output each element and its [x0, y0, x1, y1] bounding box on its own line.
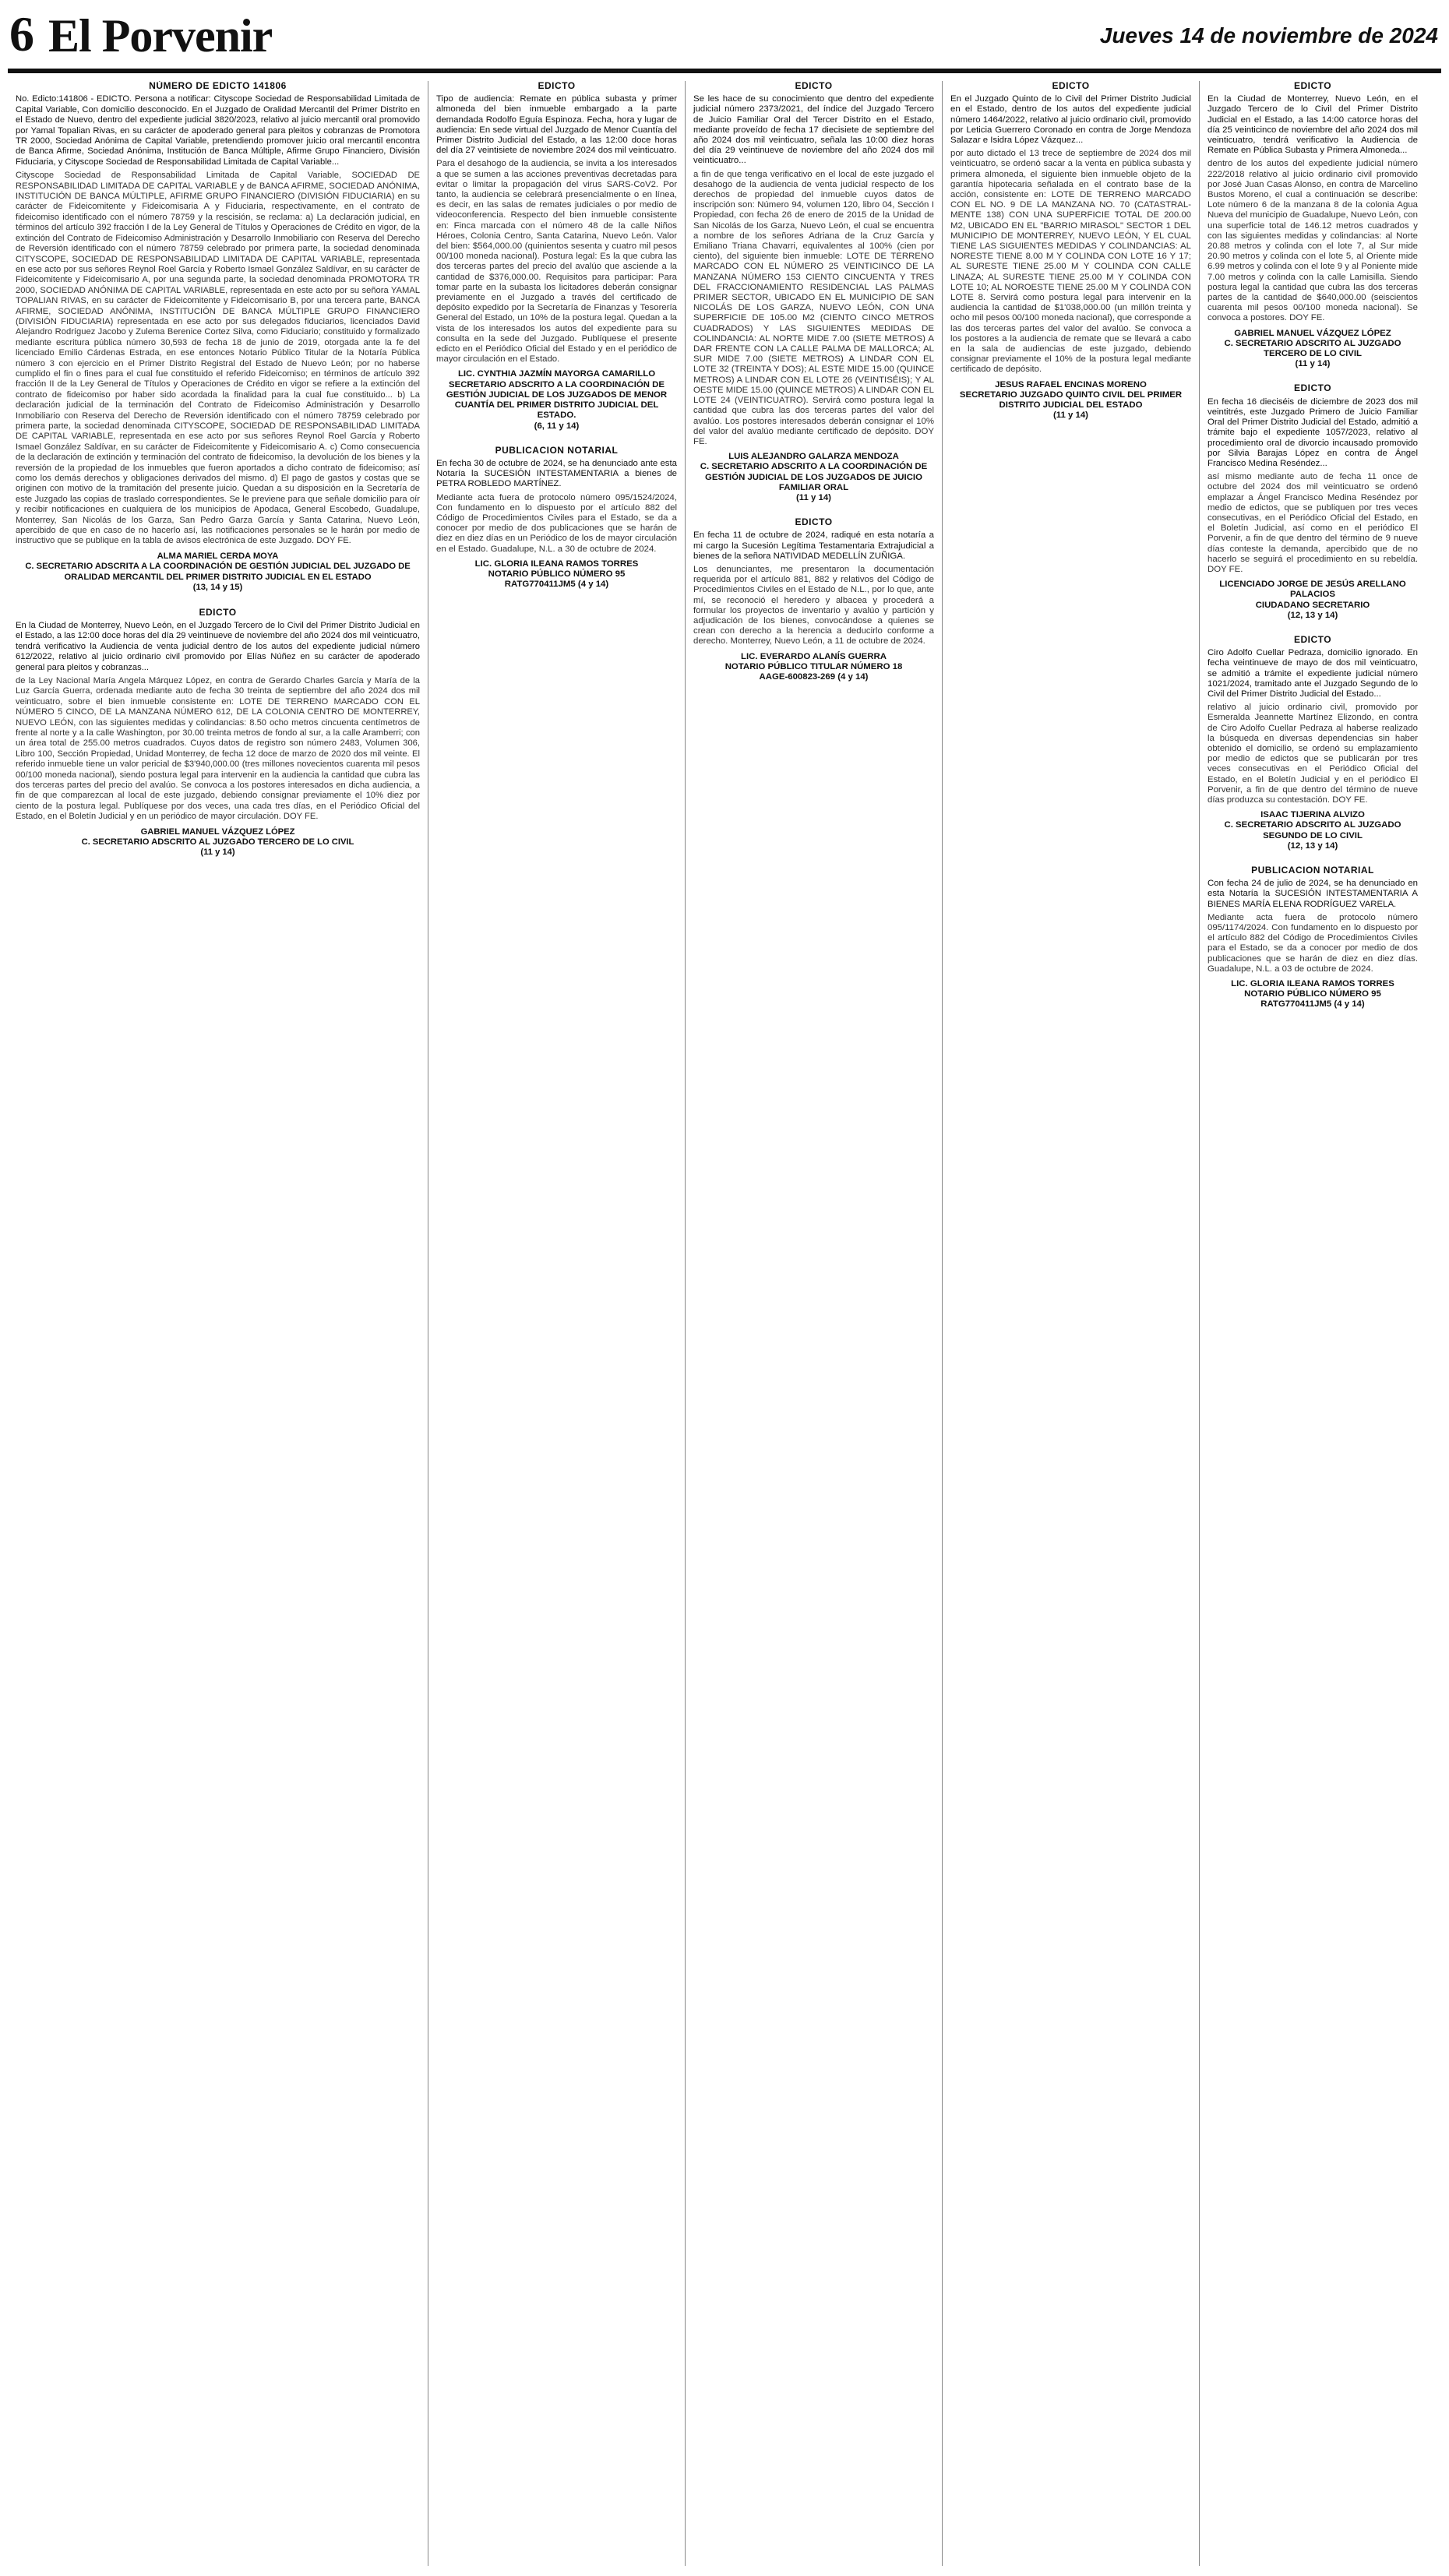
edict-title: EDICTO — [1293, 633, 1332, 645]
edict-lead: Ciro Adolfo Cuellar Pedraza, domicilio ignorado. En fecha veintinueve de mayo de dos mil veinticuatro, se admitió a trámite el expediente judicial número 1021/2024, tramitado ante el Juzgado Segundo de lo Civil del Primer Distrito Judicial del Estado... — [1208, 648, 1418, 699]
column-5 — [1200, 81, 1426, 2566]
edict-signature — [436, 369, 677, 431]
edict-lead: Con fecha 24 de julio de 2024, se ha denunciado en esta Notaría la SUCESIÓN INTESTAMENTARIA A BIENES MARÍA ELENA RODRÍGUEZ VARELA. — [1208, 879, 1418, 909]
edict-title: PUBLICACION NOTARIAL — [1251, 865, 1374, 876]
edict-body: Los denunciantes, me presentaron la documentación requerida por el artículo 881, 882 y relativos del Código de Procedimientos Civiles en el Estado de N.L., por lo que, ante mí, se reconoció el heredero y albacea y procederá a formular los proyectos de inventario y avalúo y partición y adjudicación de los bienes, convocándose a quienes se crean con derecho a la herencia a deducirlo conforme a derecho. Monterrey, Nuevo León, a 11 de octubre de 2024. — [693, 564, 934, 647]
edict-title: EDICTO — [1293, 81, 1332, 91]
edict-lead: En la Ciudad de Monterrey, Nuevo León, en el Juzgado Tercero de lo Civil del Primer Distrito Judicial en el Estado, a las 12:00 doce horas del día 29 veintinueve de noviembre del año 2024 dos mil veinticuatro, tendrá verificativo la Audiencia de venta judicial dentro de los autos del expediente judicial número 612/2022, relativo al juicio ordinario civil promovido por Elías Núñez en su carácter de apoderado general para pleitos y cobranzas... — [16, 620, 420, 672]
column-2 — [428, 81, 686, 2566]
masthead — [0, 0, 1449, 75]
edict-title: EDICTO — [199, 606, 237, 618]
signatory-name: LIC. CYNTHIA JAZMÍN MAYORGA CAMARILLO — [457, 369, 656, 379]
classifieds-columns — [8, 81, 1441, 2566]
edition-date: Jueves 14 de noviembre de 2024 — [1099, 23, 1438, 48]
edict-title: PUBLICACION NOTARIAL — [495, 444, 619, 456]
edict-notice — [1208, 635, 1418, 851]
edict-signature — [693, 652, 934, 683]
signatory-position: C. SECRETARIO ADSCRITO AL JUZGADO TERCERO DE LO CIVIL — [1224, 338, 1401, 359]
edict-lead: En fecha 30 de octubre de 2024, se ha denunciado ante esta Notaría la SUCESIÓN INTESTAMENTARIA a bienes de PETRA ROBLEDO MARTÍNEZ. — [436, 458, 677, 489]
edict-body: de la Ley Nacional María Angela Márquez López, en contra de Gerardo Charles García y María de la Luz García Guerra, ordenada mediante auto de fecha 30 treinta de septiembre del año 2024 dos mil veinticuatro, sobre el bien inmueble consistente en: LOTE DE TERRENO MARCADO CON EL NÚMERO 5 CINCO, DE LA MANZANA NÚMERO 612, DE LA COLONIA CENTRO DE MONTERREY, NUEVO LEÓN, con las siguientes medidas y colindancias: 8.50 ocho metros cincuenta centímetros de frente al norte y a la calle Washington, por 30.00 treinta metros de fondo al sur, a la calle Aramberri; con un área total de 255.00 metros cuadrados. Cuyos datos de registro son número 2483, Volumen 306, Libro 100, Sección Propiedad, Unidad Monterrey, de fecha 12 doce de marzo de 2020 dos mil veinte. El referido inmueble tiene un valor pericial de $3'940,000.00 (tres millones novecientos cuarenta mil pesos 00/100 moneda nacional), siendo postura legal para intervenir en la audiencia la cantidad que cubra las dos terceras partes del precio del avalúo. Se convoca a los postores interesados en dicha audiencia, a fin de que comparezcan al local de este juzgado, debiendo consignar previamente el 10% diez por ciento de la postura legal. Publíquese por dos veces, una cada tres días, en el Periódico Oficial del Estado, en el Boletín Judicial y en un periódico de mayor circulación. DOY FE. — [16, 675, 420, 822]
signatory-position: CIUDADANO SECRETARIO — [1255, 600, 1370, 610]
edict-title: EDICTO — [538, 81, 576, 91]
edict-signature — [950, 380, 1191, 421]
signatory-position: NOTARIO PÚBLICO NÚMERO 95 — [1244, 989, 1381, 999]
column-3 — [686, 81, 943, 2566]
masthead-rule — [8, 69, 1441, 73]
signatory-position: NOTARIO PÚBLICO NÚMERO 95 — [488, 569, 626, 579]
edict-signature — [16, 551, 420, 594]
edict-body: relativo al juicio ordinario civil, promovido por Esmeralda Jeannette Martínez Elizondo, en contra de Ciro Adolfo Cuellar Pedraza al haberse realizado la búsqueda en diversas dependencias sin haber obtenido el domicilio, se ordenó su emplazamiento por medio de edictos que se publicarán por tres veces consecutivas en el Periódico Oficial del Estado, en el Boletín Judicial y en el periódico El Porvenir, a fin de que dentro del término de nueve días produzca su contestación. DOY FE. — [1208, 703, 1418, 805]
edict-notice — [436, 446, 677, 590]
edict-body: a fin de que tenga verificativo en el local de este juzgado el desahogo de la audiencia de venta judicial respecto de los derechos de propiedad del inmueble cuyos datos de inscripción son: Número 94, volumen 120, libro 04, Sección I Propiedad, con fecha 26 de enero de 2015 de la Unidad de San Nicolás de los Garza, Nuevo León, el cual se encuentra a nombre de los señores Adriana de la Cruz García y Emiliano Triana Chavarri, equivalentes al 100% (cien por ciento), del siguiente bien inmueble: LOTE DE TERRENO MARCADO CON EL NÚMERO 25 VEINTICINCO DE LA MANZANA NÚMERO 153 CIENTO CINCUENTA Y TRES DEL FRACCIONAMIENTO RESIDENCIAL LAS PALMAS PRIMER SECTOR, UBICADO EN EL MUNICIPIO DE SAN NICOLÁS DE LOS GARZA, NUEVO LEÓN, CON UNA SUPERFICIE DE 105.00 M2 (CIENTO CINCO METROS CUADRADOS) Y LAS SIGUIENTES MEDIDAS DE COLINDANCIA: AL NORTE MIDE 7.00 (SIETE METROS) A DAR FRENTE CON LA CALLE PALMA DE MALLORCA; AL SUR MIDE 7.00 (SIETE METROS) A LINDAR CON EL LOTE 32 (TREINTA Y DOS); AL ESTE MIDE 15.00 (QUINCE METROS) A LINDAR CON EL LOTE 26 (VEINTISÉIS); Y AL OESTE MIDE 15.00 (QUINCE METROS) A LINDAR CON EL LOTE 24 (VEINTICUATRO). Servirá como postura legal la cantidad que cubra las dos terceras partes del valor del avalúo. Los postores interesados deberán consignar el 10% del valor del avalúo mediante certificado de depósito. DOY FE. — [693, 169, 934, 446]
edict-lead: En el Juzgado Quinto de lo Civil del Primer Distrito Judicial en el Estado, dentro de los autos del expediente judicial número 1464/2022, relativo al juicio ordinario civil, promovido por Leticia Guerrero Coronado en contra de Jorge Mendoza Salazar e Isidra López Vázquez... — [950, 94, 1191, 146]
newspaper-logo: El Porvenir — [48, 10, 273, 62]
edict-body: así mismo mediante auto de fecha 11 once de octubre del 2024 dos mil veinticuatro se ordenó emplazar a Ángel Francisco Medina Reséndez por medio de edictos, que se publiquen por tres veces consecutivas, en el Periódico Oficial del Estado, en el Boletín Judicial, así como en el periódico El Porvenir, a fin de que dentro del término de 9 nueve días conteste la demanda, apercibido que de no hacerlo se seguirá el procedimiento en su rebeldía. DOY FE. — [1208, 472, 1418, 574]
edict-signature — [1208, 580, 1418, 621]
publication-dates: RATG770411JM5 (4 y 14) — [504, 580, 609, 590]
edict-notice — [1208, 383, 1418, 620]
signatory-name: GABRIEL MANUEL VÁZQUEZ LÓPEZ — [1234, 328, 1391, 338]
edict-title: EDICTO — [795, 81, 833, 91]
signatory-name: LIC. GLORIA ILEANA RAMOS TORRES — [474, 559, 639, 569]
edict-title: NÚMERO DE EDICTO 141806 — [149, 81, 287, 91]
edict-signature — [1208, 810, 1418, 851]
signatory-position: C. SECRETARIO ADSCRITO AL JUZGADO SEGUNDO DE LO CIVIL — [1224, 820, 1401, 840]
signatory-position: C. SECRETARIO ADSCRITO AL JUZGADO TERCERO DE LO CIVIL — [81, 837, 354, 848]
signatory-name: ISAAC TIJERINA ALVIZO — [1260, 810, 1365, 820]
edict-lead: Se les hace de su conocimiento que dentro del expediente judicial número 2373/2021, del índice del Juzgado Tercero de Juicio Familiar Oral del Tercer Distrito en el Estado, mediante proveído de fecha 17 diecisiete de septiembre del año 2024 dos mil veinticuatro, señala las 10:00 diez horas del día 29 veintinueve de noviembre del año 2024 dos mil veinticuatro... — [693, 94, 934, 166]
edict-lead: En fecha 16 dieciséis de diciembre de 2023 dos mil veintitrés, este Juzgado Primero de Juicio Familiar Oral del Primer Distrito Judicial del Estado, admitió a trámite bajo el expediente 1057/2023, relativo al procedimiento oral de divorcio incausado promovido por Silvia Barajas López en contra de Ángel Francisco Medina Reséndez... — [1208, 396, 1418, 468]
publication-dates: (6, 11 y 14) — [534, 421, 580, 431]
edict-signature — [436, 559, 677, 590]
publication-dates: RATG770411JM5 (4 y 14) — [1260, 999, 1365, 1010]
signatory-name: LUIS ALEJANDRO GALARZA MENDOZA — [728, 452, 899, 462]
publication-dates: (11 y 14) — [200, 848, 235, 858]
edict-lead: En la Ciudad de Monterrey, Nuevo León, en el Juzgado Tercero de lo Civil del Primer Distrito Judicial en el Estado, a las 14:00 catorce horas del día 25 veinticinco de noviembre del año 2024 dos mil veinticuatro, tendrá verificativo la Audiencia de Remate en Pública Subasta y Primera Almoneda... — [1208, 94, 1418, 156]
publication-dates: (12, 13 y 14) — [1287, 610, 1338, 620]
edict-body: dentro de los autos del expediente judicial número 222/2018 relativo al juicio ordinario civil promovido por José Juan Casas Alonso, en contra de Marcelino Bustos Moreno, el cual a continuación se describe: Lote número 6 de la manzana 8 de la colonia Agua Nueva del municipio de Guadalupe, Nuevo León, con una superficie total de 146.12 metros cuadrados y con las siguientes medidas y colindancias: al Norte 20.88 metros y colinda con el lote 7, al Sur mide 20.90 metros y colinda con el lote 5, al Oriente mide 6.99 metros y colinda con el lote 9 y al Poniente mide 7.00 metros y colinda con la calle Lamisilla. Siendo postura legal la cantidad que cubra las dos terceras partes de la cantidad de $640,000.00 (seiscientos cuarenta mil pesos 00/100 moneda nacional). Se convoca a postores. DOY FE. — [1208, 159, 1418, 323]
edict-notice — [950, 81, 1191, 421]
signatory-position: C. SECRETARIO ADSCRITA A LA COORDINACIÓN DE GESTIÓN JUDICIAL DEL JUZGADO DE ORALIDAD MERCANTIL DEL PRIMER DISTRITO JUDICIAL EN EL ESTADO — [25, 562, 411, 582]
publication-dates: (12, 13 y 14) — [1287, 840, 1338, 851]
edict-signature — [1208, 979, 1418, 1010]
page-number: 6 — [9, 6, 34, 62]
edict-body: Cityscope Sociedad de Responsabilidad Limitada de Capital Variable, SOCIEDAD DE RESPONSABILIDAD LIMITADA DE CAPITAL VARIABLE y de BANCA AFIRME, SOCIEDAD ANÓNIMA, INSTITUCIÓN DE BANCA MÚLTIPLE, AFIRME GRUPO FINANCIERO (DIVISIÓN FIDUCIARIA) en su carácter de Fideicomitente y Fideicomisaria A y Fiduciaria, respectivamente, en el contrato de fideicomiso identificado con el número 78759 y la rescisión, se reclama: a) La declaración judicial, en términos del artículo 392 fracción I de la Ley General de Títulos y Operaciones de Crédito en vigor, de la extinción del Contrato de Fideicomiso Administración y Desarrollo Inmobiliario con Reserva del Derecho de Reversión identificado con el número 78759 celebrado por primera parte, la sociedad denominada CITYSCOPE, SOCIEDAD DE RESPONSABILIDAD LIMITADA DE CAPITAL VARIABLE, representada en ese acto por sus señores Reynol Roel García y Roberto Ismael González Saldívar, en su carácter de Fideicomitente y Fideicomisario A, por una segunda parte, la sociedad denominada PROMOTORA TR 2000, SOCIEDAD ANÓNIMA DE CAPITAL VARIABLE, representada en este acto por su señora YAMAL TOPALIAN RIVAS, en su carácter de Fideicomitente y Fideicomisario B, por una tercera parte, BANCA AFIRME, SOCIEDAD ANÓNIMA, INSTITUCIÓN DE BANCA MÚLTIPLE GRUPO FINANCIERO (DIVISIÓN FIDUCIARIA) representada en ese acto por sus delegados fiduciarios, licenciados David Alejandro Rodríguez Jacobo y Zulema Berenice Cortez Silva, como Fiduciario; constituido y formalizado mediante escritura pública número 30,593 de fecha 18 de junio de 2019, otorgada ante la fe del licenciado Emilio Cárdenas Estrada, en ese entonces Notario Público Titular de la Notaría Pública número 3 con ejercicio en el Primer Distrito Registral del Estado de Nuevo León; por no haberse cumplido el fin o fines para el cual fue constituido el referido Fideicomiso; en términos de artículo 392 fracción II de la Ley General de Títulos y Operaciones de Crédito en vigor se refiere a la extinción del contrato de fideicomiso por haber sido acordada la finalidad para la cual fue constituido... b) La declaración judicial de la terminación del Contrato de Fideicomiso Administración y Desarrollo Inmobiliario con Reserva del Derecho de Reversión identificado con el número 78759 celebrado por primera parte, la sociedad denominada CITYSCOPE, SOCIEDAD DE RESPONSABILIDAD LIMITADA DE CAPITAL VARIABLE, representada en ese acto por sus señores Reynol Roel García y Roberto Ismael González Saldívar, en su carácter de Fideicomitente y Fideicomisario A. c) Como consecuencia de la declaración de extinción y terminación del contrato de fideicomiso, la devolución de los bienes y la reversión de la propiedad de los inmuebles que fueron aportados a dicho contrato de fideicomiso; así como los demás derechos y obligaciones derivados del mismo. d) El pago de gastos y costas que se originen con motivo de la tramitación del presente juicio. Quedan a su disposición en la Secretaría de este Juzgado las copias de traslado correspondientes. Se le previene para que señale domicilio para oír y recibir notificaciones en cualquiera de los municipios de Apodaca, General Escobedo, Guadalupe, Monterrey, San Nicolás de los Garza, San Pedro Garza García y Santa Catarina, Nuevo León, apercibido de que en caso de no hacerlo así, las notificaciones personales se le harán por medio de instructivo que se publique en la tabla de avisos electrónica de este Juzgado. DOY FE. — [16, 171, 420, 546]
publication-dates: (11 y 14) — [796, 492, 831, 502]
signatory-position: SECRETARIO ADSCRITO A LA COORDINACIÓN DE GESTIÓN JUDICIAL DE LOS JUZGADOS DE MENOR CUANTÍA DEL PRIMER DISTRITO JUDICIAL DEL ESTADO. — [446, 379, 668, 421]
publication-dates: AAGE-600823-269 (4 y 14) — [759, 671, 869, 682]
signatory-name: LIC. EVERARDO ALANÍS GUERRA — [741, 651, 887, 661]
edict-notice — [693, 81, 934, 503]
edict-notice — [1208, 865, 1418, 1010]
edict-title: EDICTO — [1293, 382, 1332, 394]
edict-signature — [16, 827, 420, 858]
publication-dates: (11 y 14) — [1295, 359, 1331, 369]
edict-lead: Tipo de audiencia: Remate en pública subasta y primer almoneda del bien inmueble embargado a la parte demandada Rodolfo Eguía Espinoza. Fecha, hora y lugar de audiencia: En sede virtual del Juzgado de Menor Cuantía del Primer Distrito Judicial del Estado, a las 12:00 doce horas del día 27 veintisiete de noviembre 2024 dos mil veinticuatro. — [436, 94, 677, 156]
edict-body: Mediante acta fuera de protocolo número 095/1174/2024. Con fundamento en lo dispuesto por el artículo 882 del Código de Procedimientos Civiles para el Estado, se da a conocer por medio de dos publicaciones que se harán de diez en diez días. Guadalupe, N.L. a 03 de octubre de 2024. — [1208, 912, 1418, 974]
edict-title: EDICTO — [1052, 81, 1090, 91]
publication-dates: (11 y 14) — [1053, 411, 1088, 421]
edict-notice — [693, 517, 934, 682]
edict-signature — [1208, 329, 1418, 370]
signatory-name: ALMA MARIEL CERDA MOYA — [157, 551, 279, 561]
edict-signature — [693, 452, 934, 503]
signatory-position: NOTARIO PÚBLICO TITULAR NÚMERO 18 — [724, 661, 903, 671]
edict-body: por auto dictado el 13 trece de septiembre de 2024 dos mil veinticuatro, se ordenó sacar a la venta en pública subasta y primera almoneda, el siguiente bien inmueble objeto de la garantía hipotecaria señalada en el contrato base de la acción, consistente en: LOTE DE TERRENO MARCADO CON EL NO. 9 DE LA MANZANA NO. 70 (CATASTRAL-MENTE 138) CON UNA SUPERFICIE TOTAL DE 200.00 M2, UBICADO EN EL "BARRIO MIRASOL" SECTOR 1 DEL MUNICIPIO DE MONTERREY, NUEVO LEÓN, Y EL CUAL TIENE LAS SIGUIENTES MEDIDAS Y COLINDANCIAS: AL NORESTE TIENE 8.00 M Y COLINDA CON LOTE 16 Y 17; AL SURESTE TIENE 25.00 M Y COLINDA CON CALLE LINAZA; AL SURESTE TIENE 25.00 M Y COLINDA CON LOTE 10; AL NOROESTE TIENE 25.00 M Y COLINDA CON LOTE 8. Servirá como postura legal para intervenir en la audiencia la cantidad de $1'038,000.00 (un millón treinta y ocho mil pesos 00/100 moneda nacional), que corresponde a las dos terceras partes del valor del avalúo. Se convoca a los postores a la audiencia de remate que se llevará a cabo en la sala de audiencias de este juzgado, debiendo consignar previamente el 10% de la postura legal mediante certificado de depósito. — [950, 149, 1192, 375]
signatory-name: LIC. GLORIA ILEANA RAMOS TORRES — [1231, 979, 1394, 989]
edict-body: Mediante acta fuera de protocolo número 095/1524/2024, Con fundamento en lo dispuesto por el artículo 882 del Código de Procedimientos Civiles para el Estado, se da a conocer por medio de dos publicaciones que se harán de diez en diez días en un Periódico de los de mayor circulación en el Estado. Guadalupe, N.L. a 30 de octubre de 2024. — [436, 492, 677, 554]
publication-dates: (13, 14 y 15) — [192, 583, 243, 593]
signatory-name: LICENCIADO JORGE DE JESÚS ARELLANO PALACIOS — [1219, 580, 1406, 600]
edict-notice — [16, 608, 420, 858]
signatory-name: JESUS RAFAEL ENCINAS MORENO — [995, 379, 1147, 389]
edict-body: Para el desahogo de la audiencia, se invita a los interesados a que se sumen a las acciones preventivas decretadas para evitar o limitar la propagación del virus SARS-CoV2. Por tanto, la audiencia se celebrará presencialmente o en línea, es decir, en las salas de remates judiciales o por medio de videoconferencia. Respecto del bien inmueble consistente en: Finca marcada con el número 48 de la calle Niños Héroes, Colonia Centro, Santa Catarina, Nuevo León. Valor del bien: $564,000.00 (quinientos sesenta y cuatro mil pesos 00/100 moneda nacional). Postura legal: Es la que cubra las dos terceras partes del precio del avalúo que asciende a la cantidad de $376,000.00. Requisitos para participar: Para tomar parte en la subasta los licitadores deberán consignar previamente en el Juzgado a través del certificado de depósito expedido por la Secretaría de Finanzas y Tesorería General del Estado, un 10% de la postura legal. Quedan a la vista de los interesados los autos del expediente para su consulta en la sede del Juzgado. Publíquese el presente edicto en el Periódico Oficial del Estado y en el periódico de mayor circulación en el Estado. — [436, 159, 677, 365]
edict-title: EDICTO — [795, 516, 833, 528]
column-1 — [8, 81, 428, 2566]
column-4 — [943, 81, 1200, 2566]
signatory-name: GABRIEL MANUEL VÁZQUEZ LÓPEZ — [140, 826, 295, 837]
edict-lead: En fecha 11 de octubre de 2024, radiqué en esta notaría a mi cargo la Sucesión Legítima Testamentaria Extrajudicial a bienes de la señora NATIVIDAD MEDELLÍN ZUÑIGA. — [693, 530, 934, 561]
edict-lead: No. Edicto:141806 - EDICTO. Persona a notificar: Cityscope Sociedad de Responsabilidad Limitada de Capital Variable, Con domicilio desconocido. En el Juzgado de Oralidad Mercantil del Primer Distrito en el Estado de Nuevo, dentro del expediente judicial 3820/2023, relativo al juicio mercantil oral promovido por Yamal Topalian Rivas, en su carácter de apoderado general para pleitos y cobranzas de Promotora TR 2000, Sociedad Anónima de Capital Variable, pretendiendo promover juicio oral mercantil encontra de Banca Afirme, Sociedad Anónima, Institución de Banca Múltiple, Afirme Grupo Financiero, División Fiduciaria, y Cityscope Sociedad de Responsabilidad Limitada de Capital Variable... — [16, 94, 420, 167]
edict-notice — [16, 81, 420, 594]
edict-notice — [1208, 81, 1418, 369]
signatory-position: C. SECRETARIO ADSCRITO A LA COORDINACIÓN DE GESTIÓN JUDICIAL DE LOS JUZGADOS DE JUICIO FAMILIAR ORAL — [700, 462, 928, 492]
signatory-position: SECRETARIO JUZGADO QUINTO CIVIL DEL PRIMER DISTRITO JUDICIAL DEL ESTADO — [959, 389, 1183, 411]
edict-notice — [436, 81, 677, 432]
